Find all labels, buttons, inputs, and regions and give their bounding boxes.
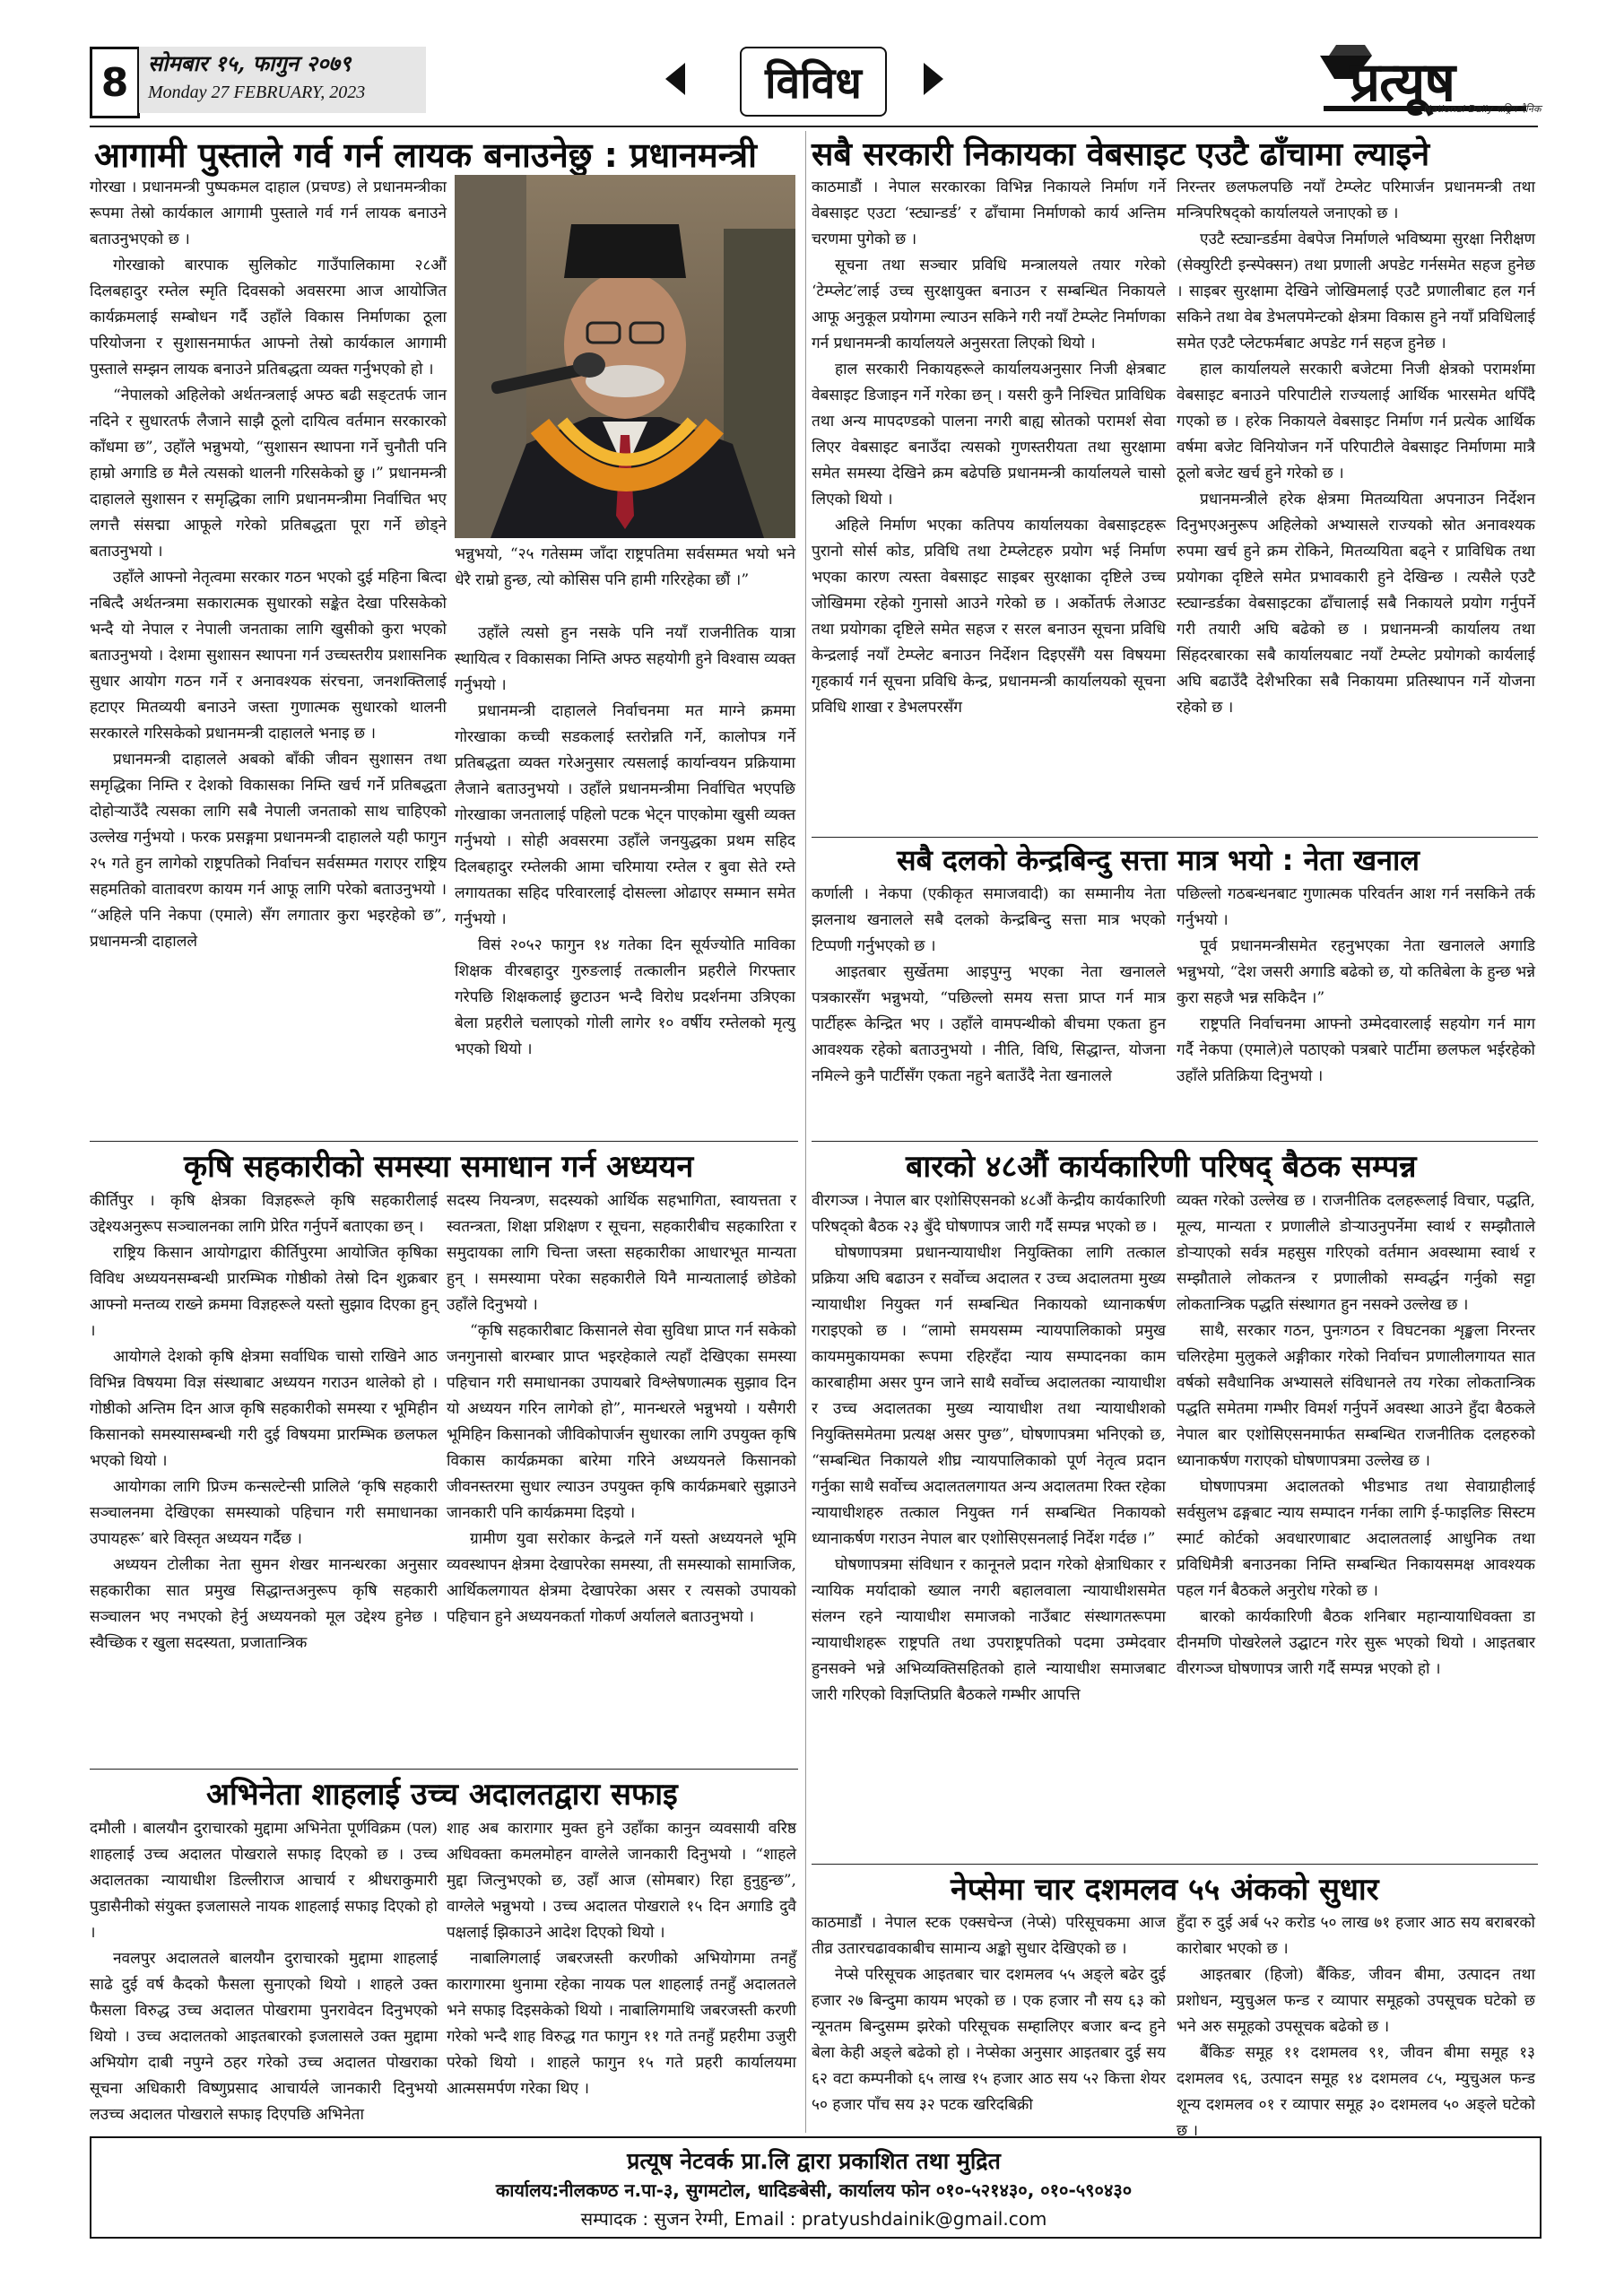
divider	[812, 837, 1538, 838]
headline-nepse: नेप्सेमा चार दशमलव ५५ अंकको सुधार	[951, 1872, 1379, 1908]
headline-bar: बारको ४८औं कार्यकारिणी परिषद् बैठक सम्पन्न	[906, 1149, 1417, 1185]
paragraph: उहाँले त्यसो हुन नसके पनि नयाँ राजनीतिक यात्रा स्थायित्व र विकासका निम्ति अफ्ठ सहयोगी हुने विश्वास व्यक्त गर्नुभयो ।	[455, 624, 795, 694]
arrow-left-icon	[665, 63, 685, 95]
paragraph: कर्णाली । नेकपा (एकीकृत समाजवादी) का सम्मानीय नेता झलनाथ खनालले सबै दलको केन्द्रबिन्दु सत्ता मात्र भएको टिप्पणी गर्नुभएको छ ।	[812, 885, 1166, 955]
actor-column-1	[90, 1816, 438, 2130]
logo-wordmark: प्रत्यूष	[1350, 51, 1455, 114]
paragraph: “नेपालको अहिलेको अर्थतन्त्रलाई अफ्ठ बढी सङ्टतर्फ जान नदिने र सुधारतर्फ लैजाने साझै ठूलो दायित्व वर्तमान सरकारको काँधमा छ”, उहाँले भन्नुभयो, “सुशासन स्थापना गर्ने चुनौती पनि हाम्रो अगाडि छ मैले त्यसको थालनी गरिसकेको छु ।” प्रधानमन्त्री दाहालले सुशासन र समृद्धिका लागि प्रधानमन्त्रीमा निर्वाचित भए लगत्तै संसद्मा आफूले गरेको प्रतिबद्धता पूरा गर्ने छोड्ने बताउनुभयो ।	[90, 387, 447, 561]
paragraph: नवलपुर अदालतले बालयौन दुराचारको मुद्दामा शाहलाई साढे दुई वर्ष कैदको फैसला सुनाएको थियो । शाहले उक्त फैसला विरुद्ध उच्च अदालत पोखरामा पुनरावेदन दिनुभएको थियो । उच्च अदालतको आइतबारको इजलासले उक्त मुद्दामा अभियोग दाबी नपुग्ने ठहर गरेको उच्च अदालत पोखराका सूचना अधिकारी विष्णुप्रसाद आचार्यले जानकारी दिनुभयो लउच्च अदालत पोखराले सफाइ दिएपछि अभिनेता	[90, 1950, 438, 2124]
paragraph: बारको कार्यकारिणी बैठक शनिबार महान्यायाधिवक्ता डा दीनमणि पोखरेलले उद्घाटन गरेर सुरू भएको थियो । आइतबार वीरगञ्ज घोषणापत्र जारी गर्दै सम्पन्न भएको हो ।	[1177, 1608, 1535, 1678]
bar-column-1	[812, 1188, 1166, 1861]
paragraph: राष्ट्रिय किसान आयोगद्वारा कीर्तिपुरमा आयोजित कृषिका विविध अध्ययनसम्बन्धी प्रारम्भिक गोष्ठीको तेस्रो दिन शुक्रबार आफ्नो मन्तव्य राख्ने क्रममा विज्ञहरूले यस्तो सुझाव दिएका हुन् ।	[90, 1244, 438, 1340]
paragraph: हुँदा रु दुई अर्ब ५२ करोड ५० लाख ७१ हजार आठ सय बराबरको कारोबार भएको छ ।	[1177, 1914, 1535, 1958]
pm-column-1	[90, 175, 447, 1136]
footer-address: कार्यालय:नीलकण्ठ न.पा-३, सुगमटोल, धादिङबेसी, कार्यालय फोन ०१०-५२१४३०, ०१०-५९०४३०	[495, 2179, 1133, 2201]
paragraph: नाबालिगलाई जबरजस्ती करणीको अभियोगमा तनहुँ कारागारमा थुनामा रहेका नायक पल शाहलाई तनहुँ अदालतले भने सफाइ दिइसकेको थियो । नाबालिगमाथि जबरजस्ती करणी गरेको भन्दै शाह विरुद्ध गत फागुन ११ गते तनहुँ प्रहरीमा उजुरी परेको थियो । शाहले फागुन १५ गते प्रहरी कार्यालयमा आत्मसमर्पण गरेका थिए ।	[447, 1950, 796, 2098]
photo-caption: भन्नुभयो, “२५ गतेसम्म जाँदा राष्ट्रपतिमा सर्वसम्मत भयो भने धेरै राम्रो हुन्छ, त्यो कोसिस पनि हामी गरिरहेका छौं ।”	[455, 545, 795, 589]
paragraph: अहिले निर्माण भएका कतिपय कार्यालयका वेबसाइटहरू पुरानो सोर्स कोड, प्रविधि तथा टेम्प्लेटहरु प्रयोग भई निर्माण भएका कारण त्यस्ता वेबसाइट साइबर सुरक्षाका दृष्टिले उच्च जोखिममा रहेको गुनासो आउने गरेको छ । अर्कोतर्फ लेआउट तथा प्रयोगका दृष्टिले समेत सहज र सरल बनाउन सूचना प्रविधि केन्द्रलाई नयाँ टेम्प्लेट बनाउन निर्देशन दिइएसँगै यस विषयमा गृहकार्य गर्न सूचना प्रविधि केन्द्र, प्रधानमन्त्री कार्यालयको सूचना प्रविधि शाखा र डेभलपरसँग	[812, 517, 1166, 717]
paragraph: सूचना तथा सञ्चार प्रविधि मन्त्रालयले तयार गरेको ‘टेम्प्लेट’लाई उच्च सुरक्षायुक्त बनाउन र सम्बन्धित निकायले आफू अनुकूल प्रयोगमा ल्याउन सकिने गरी नयाँ टेम्प्लेट निर्माणका गर्न प्रधानमन्त्री कार्यालयले अनुसरता लिएको थियो ।	[812, 257, 1166, 352]
paragraph: निरन्तर छलफलपछि नयाँ टेम्प्लेट परिमार्जन प्रधानमन्त्री तथा मन्त्रिपरिषद्को कार्यालयले जनाएको छ ।	[1177, 178, 1535, 222]
paragraph: कीर्तिपुर । कृषि क्षेत्रका विज्ञहरूले कृषि सहकारीलाई उद्देश्यअनुरूप सञ्चालनका लागि प्रेरित गर्नुपर्ने बताएका छन् ।	[90, 1192, 438, 1236]
paragraph: काठमाडौं । नेपाल सरकारका विभिन्न निकायले निर्माण गर्ने वेबसाइट एउटा ‘स्ट्यान्डर्ड’ र ढाँचामा निर्माणको कार्य अन्तिम चरणमा पुगेको छ ।	[812, 178, 1166, 248]
krishi-column-1	[90, 1188, 438, 1762]
paragraph: प्रधानमन्त्री दाहालले अबको बाँकी जीवन सुशासन तथा समृद्धिका निम्ति र देशको विकासका निम्ति खर्च गर्ने प्रतिबद्धता दोहोऱ्याउँदै त्यसका लागि सबै नेपाली जनताको साथ चाहिएको उल्लेख गर्नुभयो । फरक प्रसङ्गमा प्रधानमन्त्री दाहालले यही फागुन २५ गते हुन लागेको राष्ट्रपतिको निर्वाचन सर्वसम्मत गराएर राष्ट्रिय सहमतिको वातावरण कायम गर्न आफू लागि परेको बताउनुभयो । “अहिले पनि नेकपा (एमाले) सँग लगातार कुरा भइरहेको छ”, प्रधानमन्त्री दाहालले	[90, 751, 447, 951]
actor-column-2	[447, 1816, 796, 2130]
paragraph: गोरखाको बारपाक सुलिकोट गाउँपालिकामा २८औं दिलबहादुर रम्तेल स्मृति दिवसको अवसरमा आज आयोजित कार्यक्रमलाई सम्बोधन गर्दै उहाँले विकास निर्माणका ठूला परियोजना र सुशासनमार्फत आफ्नो तेस्रो कार्यकाल आगामी पुस्ताले सम्झन लायक बनाउने प्रतिबद्धता व्यक्त गर्नुभएको हो ।	[90, 257, 447, 378]
page-number: 8	[90, 47, 140, 118]
paragraph: विसं २०५२ फागुन १४ गतेका दिन सूर्यज्योति माविका शिक्षक वीरबहादुर गुरुङलाई तत्कालीन प्रहरीले गिरफ्तार गरेपछि शिक्षकलाई छुटाउन भन्दै विरोध प्रदर्शनमा उत्रिएका बेला प्रहरीले चलाएको गोली लागेर १० वर्षीय रम्तेलको मृत्यु भएको थियो ।	[455, 936, 795, 1058]
divider	[812, 1141, 1538, 1142]
paragraph: उहाँले आफ्नो नेतृत्वमा सरकार गठन भएको दुई महिना बित्दा नबित्दै अर्थतन्त्रमा सकारात्मक सुधारको सङ्केत देखा परिसकेको भन्दै यो नेपाल र नेपाली जनताका लागि खुसीको कुरा भएको बताउनुभयो । देशमा सुशासन स्थापना गर्न उच्चस्तरीय प्रशासनिक सुधार आयोग गठन गर्ने र अनावश्यक संरचना, जनशक्तिलाई हटाएर मितव्ययी बनाउने जस्ता गुणात्मक सुधारको थालनी सरकारले गरिसकेको प्रधानमन्त्री दाहालले भनाइ छ ।	[90, 569, 447, 743]
logo-subtitle: National Daily राष्ट्रिय दैनिक	[1424, 103, 1541, 115]
headline-website: सबै सरकारी निकायका वेबसाइट एउटै ढाँचामा ल्याइने	[812, 136, 1430, 173]
divider	[90, 1769, 798, 1770]
divider	[812, 1864, 1538, 1865]
paragraph: पूर्व प्रधानमन्त्रीसमेत रहनुभएका नेता खनालले अगाडि भन्नुभयो, “देश जसरी अगाडि बढेको छ, यो कतिबेला के हुन्छ भन्ने कुरा सहजै भन्न सकिदैन ।”	[1177, 937, 1535, 1007]
khanal-column-2	[1177, 882, 1535, 1133]
paragraph: शाह अब कारागार मुक्त हुने उहाँका कानुन व्यवसायी वरिष्ठ अधिवक्ता कमलमोहन वाग्लेले जानकारी दिनुभयो । “शाहले मुद्दा जित्नुभएको छ, उहाँ आज (सोमबार) रिहा हुनुहुन्छ”, वाग्लेले भन्नुभयो । उच्च अदालत पोखराले १५ दिन अगाडि दुवै पक्षलाई झिकाउने आदेश दिएको थियो ।	[447, 1820, 796, 1942]
paragraph: एउटै स्ट्यान्डर्डमा वेबपेज निर्माणले भविष्यमा सुरक्षा निरीक्षण (सेक्युरिटी इन्स्पेक्सन) तथा प्रणाली अपडेट गर्नसमेत सहज हुनेछ । साइबर सुरक्षामा देखिने जोखिमलाई एउटै प्रणालीबाट हल गर्न सकिने तथा वेब डेभलपमेन्टको क्षेत्रमा विकास हुने नयाँ प्रविधिलाई समेत एउटै प्लेटफर्मबाट अपडेट गर्न सहज हुनेछ ।	[1177, 230, 1535, 352]
bar-column-2	[1177, 1188, 1535, 1861]
paragraph: प्रधानमन्त्रीले हरेक क्षेत्रमा मितव्ययिता अपनाउन निर्देशन दिनुभएअनुरूप अहिलेको अभ्यासले राज्यको स्रोत अनावश्यक रुपमा खर्च हुने क्रम रोकिने, मितव्ययिता बढ्ने र प्राविधिक तथा प्रयोगका दृष्टिले समेत प्रभावकारी हुने देखिन्छ । त्यसैले एउटै स्ट्यान्डर्डका वेबसाइटका ढाँचालाई सबै निकायले प्रयोग गर्नुपर्ने गरी तयारी अघि बढेको छ । प्रधानमन्त्री कार्यालय तथा सिंहदरबारका सबै कार्यालयबाट नयाँ टेम्प्लेट प्रयोगको कार्यलाई अघि बढाउँदै देशैभरिका सबै निकायमा प्रतिस्थापन गर्ने योजना रहेको छ ।	[1177, 491, 1535, 717]
paragraph: हाल कार्यालयले सरकारी बजेटमा निजी क्षेत्रको परामर्शमा वेबसाइट बनाउने परिपाटीले राज्यलाई आर्थिक भारसमेत थपिँदै गएको छ । हरेक निकायले वेबसाइट निर्माण गर्न प्रत्येक आर्थिक वर्षमा बजेट विनियोजन गर्ने परिपाटीले वेबसाइट निर्माणमा मात्रै ठूलो बजेट खर्च हुने गरेको छ ।	[1177, 361, 1535, 483]
paragraph: राष्ट्रपति निर्वाचनमा आफ्नो उम्मेदवारलाई सहयोग गर्न माग गर्दै नेकपा (एमाले)ले पठाएको पत्रबारे पार्टीमा छलफल भईरहेको उहाँले प्रतिक्रिया दिनुभयो ।	[1177, 1015, 1535, 1085]
website-column-2	[1177, 175, 1535, 828]
photo-image	[455, 175, 795, 538]
paragraph: नेप्से परिसूचक आइतबार चार दशमलव ५५ अङ्ले बढेर दुई हजार २७ बिन्दुमा कायम भएको छ । एक हजार नौ सय ६३ को न्यूनतम बिन्दुसम्म झरेको परिसूचक सम्हालिएर बजार बन्द हुने बेला केही अङ्ले बढेको हो । नेप्सेका अनुसार आइतबार दुई सय ६२ वटा कम्पनीको ६५ लाख १५ हजार आठ सय ५२ कित्ता शेयर ५० हजार पाँच सय ३२ पटक खरिदबिक्री	[812, 1966, 1166, 2114]
footer-editor: सम्पादक : सुजन रेग्मी, Email : pratyushdainik@gmail.com	[580, 2208, 1047, 2230]
paragraph: प्रधानमन्त्री दाहालले निर्वाचनमा मत माग्ने क्रममा गोरखाका कच्ची सडकलाई स्तरोन्नति गर्ने, कालोपत्र गर्ने प्रतिबद्धता व्यक्त गरेअनुसार त्यसलाई कार्यान्वयन प्रक्रियामा लैजाने बताउनुभयो । उहाँले प्रधानमन्त्रीमा निर्वाचित भएपछि गोरखाका जनतालाई पहिलो पटक भेट्न पाएकोमा खुसी व्यक्त गर्नुभयो । सोही अवसरमा उहाँले जनयुद्धका प्रथम सहिद दिलबहादुर रम्तेलकी आमा चरिमाया रम्तेल र बुवा सेते रम्ते लगायतका सहिद परिवारलाई दोसल्ला ओढाएर सम्मान समेत गर्नुभयो ।	[455, 702, 795, 928]
section-title: विविध	[740, 47, 887, 117]
paragraph: वीरगञ्ज । नेपाल बार एशोसिएसनको ४८औं केन्द्रीय कार्यकारिणी परिषद्को बैठक २३ बुँदे घोषणापत्र जारी गर्दै सम्पन्न भएको छ ।	[812, 1192, 1166, 1236]
paragraph: आयोगका लागि प्रिज्म कन्सल्टेन्सी प्रालिले ‘कृषि सहकारी सञ्चालनमा देखिएका समस्याको पहिचान गरी समाधानका उपायहरू’ बारे विस्तृत अध्ययन गर्दैछ ।	[90, 1478, 438, 1548]
paragraph: अध्ययन टोलीका नेता सुमन शेखर मानन्धरका अनुसार सहकारीका सात प्रमुख सिद्धान्तअनुरूप कृषि सहकारी सञ्चालन भए नभएको हेर्नु अध्ययनको मूल उद्देश्य हुनेछ । स्वैच्छिक र खुला सदस्यता, प्रजातान्त्रिक	[90, 1556, 438, 1652]
nepse-column-1	[812, 1910, 1166, 2130]
headline-krishi: कृषि सहकारीको समस्या समाधान गर्न अध्ययन	[184, 1149, 694, 1185]
paragraph: गोरखा । प्रधानमन्त्री पुष्पकमल दाहाल (प्रचण्ड) ले प्रधानमन्त्रीका रूपमा तेस्रो कार्यकाल आगामी पुस्ताले गर्व गर्न लायक बनाउने बताउनुभएको छ ।	[90, 178, 447, 248]
paragraph: काठमाडौं । नेपाल स्टक एक्सचेन्ज (नेप्से) परिसूचकमा आज तीव्र उतारचढावकाबीच सामान्य अङ्को सुधार देखिएको छ ।	[812, 1914, 1166, 1958]
paragraph: घोषणापत्रमा अदालतको भीडभाड तथा सेवाग्राहीलाई सर्वसुलभ ढङ्गबाट न्याय सम्पादन गर्नका लागि ई-फाइलिङ सिस्टम स्मार्ट कोर्टको अवधारणाबाट अदालतलाई आधुनिक तथा प्रविधिमैत्री बनाउनका निम्ति सम्बन्धित निकायसमक्ष आवश्यक पहल गर्न बैठकले अनुरोध गरेको छ ।	[1177, 1478, 1535, 1600]
paragraph: व्यक्त गरेको उल्लेख छ । राजनीतिक दलहरूलाई विचार, पद्धति, मूल्य, मान्यता र प्रणालीले डोऱ्याउनुपर्नेमा स्वार्थ र सम्झौताले डोऱ्याएको सर्वत्र महसुस गरिएको वर्तमान अवस्थामा स्वार्थ र सम्झौताले लोकतन्त्र र प्रणालीको सम्वर्द्धन गर्नुको सट्टा लोकतान्त्रिक पद्धति संस्थागत हुन नसक्ने उल्लेख छ ।	[1177, 1192, 1535, 1314]
date-nepali: सोमबार १५, फागुन २०७९	[148, 50, 352, 76]
nepse-column-2	[1177, 1910, 1535, 2140]
paragraph: घोषणापत्रमा संविधान र कानूनले प्रदान गरेको क्षेत्राधिकार र न्यायिक मर्यादाको ख्याल नगरी बहालवाला न्यायाधीशसमेत संलग्न रहने न्यायाधीश समाजको नाउँबाट संस्थागतरूपमा न्यायाधीशहरू राष्ट्रपति तथा उपराष्ट्रपतिको पदमा उम्मेदवार हुनसक्ने भन्ने अभिव्यक्तिसहितको हाले न्यायाधीश समाजबाट जारी गरिएको विज्ञप्तिप्रति बैठकले गम्भीर आपत्ति	[812, 1556, 1166, 1704]
paragraph: ग्रामीण युवा सरोकार केन्द्रले गर्ने यस्तो अध्ययनले भूमि व्यवस्थापन क्षेत्रमा देखापरेका समस्या, ती समस्याको सामाजिक, आर्थिकलगायत क्षेत्रमा देखापरेका असर र त्यसको उपायको पहिचान हुने अध्ययनकर्ता गोकर्ण अर्यालले बताउनुभयो ।	[447, 1530, 796, 1626]
paragraph: बैंकिङ समूह ११ दशमलव ९१, जीवन बीमा समूह १३ दशमलव ९६, उत्पादन समूह १४ दशमलव ८५, म्युचुअल फन्ड शून्य दशमलव ०१ र व्यापार समूह ३० दशमलव ५० अङ्ले घटेको छ ।	[1177, 2044, 1535, 2140]
paragraph: सदस्य नियन्त्रण, सदस्यको आर्थिक सहभागिता, स्वायत्तता र स्वतन्त्रता, शिक्षा प्रशिक्षण र सूचना, सहकारीबीच सहकारिता र समुदायका लागि चिन्ता जस्ता सहकारीका आधारभूत मान्यता हुन् । समस्यामा परेका सहकारीले यिनै मान्यतालाई छोडेको उहाँले दिनुभयो ।	[447, 1192, 796, 1314]
khanal-column-1	[812, 882, 1166, 1133]
headline-pm: आगामी पुस्ताले गर्व गर्न लायक बनाउनेछु : प्रधानमन्त्री	[94, 135, 757, 175]
paragraph: “कृषि सहकारीबाट किसानले सेवा सुविधा प्राप्त गर्न सकेको जनगुनासो बारम्बार प्राप्त भइरहेकाले त्यहाँ देखिएका समस्या पहिचान गरी समाधानका उपायबारे विश्लेषणात्मक सुझाव दिन यो अध्ययन गरिन लागेको हो”, मानन्धरले भन्नुभयो । यसैगरी भूमिहिन किसानको जीविकोपार्जन सुधारका लागि उपयुक्त कृषि विकास कार्यक्रमका बारेमा गरिने अध्ययनले किसानको जीवनस्तरमा सुधार ल्याउन उपयुक्त कृषि कार्यक्रमबारे सुझाउने जानकारी पनि कार्यक्रममा दिइयो ।	[447, 1322, 796, 1522]
footer-publisher: प्रत्यूष नेटवर्क प्रा.लि द्वारा प्रकाशित तथा मुद्रित	[627, 2148, 1001, 2174]
paragraph: हाल सरकारी निकायहरूले कार्यालयअनुसार निजी क्षेत्रबाट वेबसाइट डिजाइन गर्ने गरेका छन् । यसरी कुनै निश्चित प्राविधिक तथा अन्य मापदण्डको पालना नगरी बाह्य स्रोतको परामर्श सेवा लिएर वेबसाइट बनाउँदा त्यसको गुणस्तरीयता तथा सुरक्षामा समेत समस्या देखिने क्रम बढेपछि प्रधानमन्त्री कार्यालयले चासो लिएको थियो ।	[812, 361, 1166, 509]
divider	[90, 1141, 798, 1142]
paragraph: आयोगले देशको कृषि क्षेत्रमा सर्वाधिक चासो राखिने आठ विभिन्न विषयमा विज्ञ संस्थाबाट अध्ययन गराउन थालेको हो । गोष्ठीको अन्तिम दिन आज कृषि सहकारीको समस्या र भूमिहीन किसानको समस्यासम्बन्धी गरी दुई विषयमा प्रारम्भिक छलफल भएको थियो ।	[90, 1348, 438, 1470]
paragraph: साथै, सरकार गठन, पुनःगठन र विघटनका शृङ्खला निरन्तर चलिरहेमा मुलुकले अङ्गीकार गरेको निर्वाचन प्रणालीलगायत सात वर्षको सवैधानिक अभ्यासले संविधानले तय गरेका लोकतान्त्रिक पद्धति समेतमा गम्भीर विमर्श गर्नुपर्ने अवस्था आउने हुँदा बैठकले नेपाल बार एशोसिएसनमार्फत सम्बन्धित राजनीतिक दलहरुको ध्यानाकर्षण गराएको घोषणापत्रमा उल्लेख छ ।	[1177, 1322, 1535, 1470]
pm-photo	[455, 175, 795, 538]
arrow-right-icon	[924, 63, 943, 95]
paragraph: घोषणापत्रमा प्रधानन्यायाधीश नियुक्तिका लागि तत्काल प्रक्रिया अघि बढाउन र सर्वोच्च अदालत र उच्च अदालतमा मुख्य न्यायाधीश नियुक्त गर्न सम्बन्धित निकायको ध्यानाकर्षण गराइएको छ । “लामो समयसम्म न्यायपालिकाको प्रमुख कायममुकायमका रूपमा रहिरहँदा न्याय सम्पादनका काम कारबाहीमा असर पुग्न जाने साथै सर्वोच्च अदालतका न्यायाधीश र उच्च अदालतका मुख्य न्यायाधीश तथा न्यायाधीशको नियुक्तिसमेतमा प्रत्यक्ष असर पुग्छ”, घोषणापत्रमा भनिएको छ, “सम्बन्धित निकायले शीघ्र न्यायपालिकाको पूर्ण नेतृत्व प्रदान गर्नुका साथै सर्वोच्च अदालतलगायत अन्य अदालतमा रिक्त रहेका न्यायाधीशहरु तत्काल नियुक्त गर्न सम्बन्धित निकायको ध्यानाकर्षण गराउन नेपाल बार एशोसिएसनलाई निर्देश गर्दछ ।”	[812, 1244, 1166, 1548]
date-english: Monday 27 FEBRUARY, 2023	[148, 83, 366, 102]
krishi-column-2	[447, 1188, 796, 1762]
paragraph: दमौली । बालयौन दुराचारको मुद्दामा अभिनेता पूर्णविक्रम (पल) शाहलाई उच्च अदालत पोखराले सफाइ दिएको छ । उच्च अदालतका न्यायाधीश डिल्लीराज आचार्य र श्रीधराकुमारी पुडासैनीको संयुक्त इजलासले नायक शाहलाई सफाइ दिएको हो ।	[90, 1820, 438, 1942]
website-column-1	[812, 175, 1166, 828]
masthead-divider	[90, 126, 1538, 127]
paragraph: पछिल्लो गठबन्धनबाट गुणात्मक परिवर्तन आश गर्न नसकिने तर्क गर्नुभयो ।	[1177, 885, 1535, 929]
pm-column-2	[455, 621, 795, 1136]
headline-actor: अभिनेता शाहलाई उच्च अदालतद्वारा सफाइ	[206, 1777, 678, 1813]
headline-khanal: सबै दलको केन्द्रबिन्दु सत्ता मात्र भयो : नेता खनाल	[897, 843, 1420, 877]
paragraph: आइतबार सुर्खेतमा आइपुग्नु भएका नेता खनालले पत्रकारसँग भन्नुभयो, “पछिल्लो समय सत्ता प्राप्त गर्न मात्र पार्टीहरू केन्द्रित भए । उहाँले वामपन्थीको बीचमा एकता हुन आवश्यक रहेको बताउनुभयो । नीति, विधि, सिद्धान्त, योजना नमिल्ने कुनै पार्टीसँग एकता नहुने बताउँदै नेता खनालले	[812, 963, 1166, 1085]
paragraph: आइतबार (हिजो) बैंकिङ, जीवन बीमा, उत्पादन तथा प्रशोधन, म्युचुअल फन्ड र व्यापार समूहको उपसूचक घटेको छ भने अरु समूहको उपसूचक बढेको छ ।	[1177, 1966, 1535, 2036]
column-divider	[805, 131, 806, 2133]
